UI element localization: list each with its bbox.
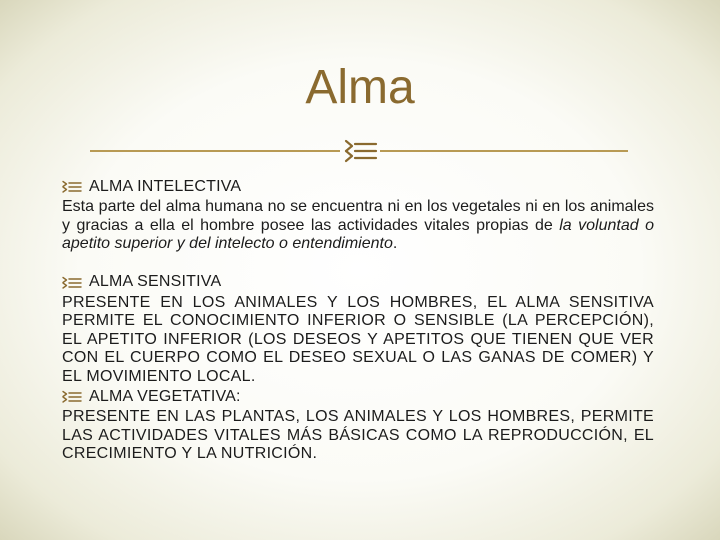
section-text-intelectiva — [62, 198, 654, 254]
section-text-italic: la voluntad o apetito superior y del intelecto o entendimiento — [62, 216, 654, 252]
section-text-normal: Esta parte del alma humana no se encuentra ni en los vegetales ni en los animales y gracias a ella el hombre posee las actividades vitales propias de — [62, 198, 654, 234]
title-divider-left — [90, 150, 340, 152]
list-lines-icon — [344, 138, 378, 164]
section-heading-label: ALMA SENSITIVA — [89, 273, 222, 291]
section-heading-intelectiva — [62, 176, 654, 198]
section-heading-vegetativa — [62, 386, 654, 408]
list-lines-icon — [62, 390, 82, 404]
section-spacer — [62, 254, 654, 272]
section-text-end: . — [392, 235, 398, 252]
title-divider-right — [380, 150, 628, 152]
slide-body — [62, 176, 654, 464]
section-heading-label: ALMA VEGETATIVA: — [89, 387, 241, 405]
list-lines-icon — [62, 276, 82, 290]
section-heading-sensitiva — [62, 272, 654, 294]
list-lines-icon — [62, 180, 82, 194]
section-heading-label: ALMA INTELECTIVA — [89, 177, 242, 195]
section-text-vegetativa: PRESENTE EN LAS PLANTAS, LOS ANIMALES Y LOS HOMBRES, PERMITE LAS ACTIVIDADES VITALES MÁS BÁSICAS COMO LA REPRODUCCIÓN, EL CRECIMIENTO Y LA NUTRICIÓN. — [62, 408, 654, 462]
section-text-sensitiva: PRESENTE EN LOS ANIMALES Y LOS HOMBRES, EL ALMA SENSITIVA PERMITE EL CONOCIMIENTO INFERIOR O SENSIBLE (LA PERCEPCIÓN), EL APETITO INFERIOR (LOS DESEOS Y APETITOS QUE TIENEN QUE VER CON EL CUERPO COMO EL DESEO SEXUAL O LAS GANAS DE COMER) Y EL MOVIMIENTO LOCAL. — [62, 293, 654, 385]
slide-title: Alma — [305, 61, 415, 114]
